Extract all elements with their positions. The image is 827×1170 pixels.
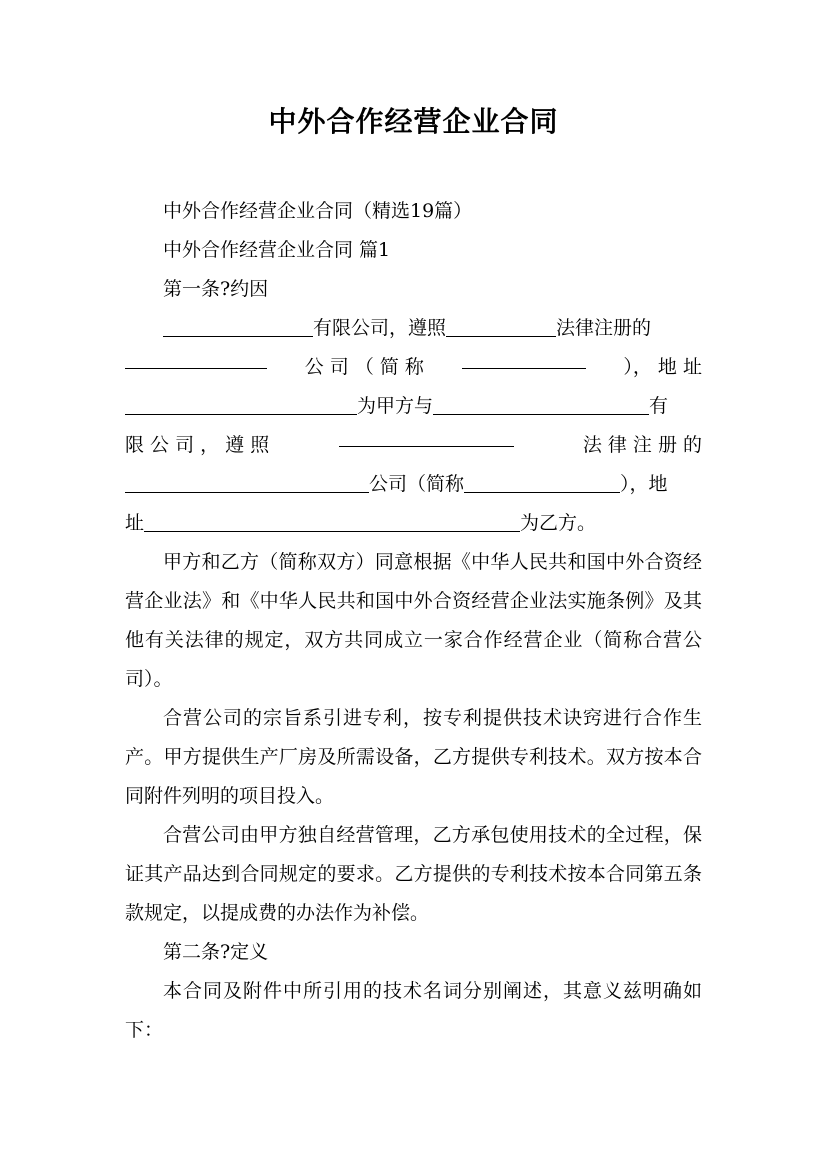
blank-underline <box>144 511 520 532</box>
paragraph-subtitle: 中外合作经营企业合同（精选19篇） <box>163 200 473 222</box>
fill-in-text: 法律注册的 <box>556 317 652 339</box>
blank-underline <box>462 348 586 369</box>
fill-in-text: ），地 <box>620 473 668 495</box>
blank-underline <box>125 348 267 369</box>
blank-underline <box>446 316 556 337</box>
fill-in-text: 址 <box>125 512 145 534</box>
paragraph-body: 甲方和乙方（简称双方）同意根据《中华人民共和国中外合资经营企业法》和《中华人民共和国中外合资经营企业法实施条例》及其他有关法律的规定，双方共同成立一家合作经营企业（简称合营公司）。 <box>125 551 702 690</box>
blank-underline <box>464 472 620 493</box>
fill-in-text: 公 司 （ 简 称 <box>304 356 424 378</box>
blank-underline <box>163 316 313 337</box>
paragraph-section-heading: 中外合作经营企业合同 篇1 <box>163 239 391 261</box>
fill-in-line <box>125 309 702 348</box>
fill-in-line <box>125 504 702 543</box>
paragraph-article-2-heading: 第二条?定义 <box>163 941 269 963</box>
fill-in-line <box>125 426 702 465</box>
fill-in-text: 有限公司，遵照 <box>313 317 447 339</box>
blank-underline <box>433 394 649 415</box>
fill-in-text: ）， 地 址 <box>623 356 702 378</box>
paragraph-article-1-heading: 第一条?约因 <box>163 278 269 300</box>
blank-underline <box>339 426 514 447</box>
fill-in-line <box>125 465 702 504</box>
fill-in-text: 公司（简称 <box>369 473 465 495</box>
paragraph-body: 合营公司由甲方独自经营管理，乙方承包使用技术的全过程，保证其产品达到合同规定的要求。乙方提供的专利技术按本合同第五条款规定，以提成费的办法作为补偿。 <box>125 824 702 924</box>
fill-in-text: 法 律 注 册 的 <box>582 434 702 456</box>
fill-in-line <box>125 387 702 426</box>
article-1-fill-in-block <box>125 309 702 543</box>
paragraph-body: 本合同及附件中所引用的技术名词分别阐述，其意义兹明确如下： <box>125 980 702 1041</box>
blank-underline <box>125 394 357 415</box>
paragraph-body: 合营公司的宗旨系引进专利，按专利提供技术诀窍进行合作生产。甲方提供生产厂房及所需设备，乙方提供专利技术。双方按本合同附件列明的项目投入。 <box>125 707 702 807</box>
fill-in-line <box>125 348 702 387</box>
blank-underline <box>125 472 369 493</box>
document-title: 中外合作经营企业合同 <box>268 105 559 138</box>
fill-in-text: 为甲方与 <box>357 395 434 417</box>
document-body <box>125 192 702 1050</box>
fill-in-text: 限 公 司 ， 遵 照 <box>125 434 270 456</box>
fill-in-text: 有 <box>649 395 669 417</box>
fill-in-text: 为乙方。 <box>520 512 597 534</box>
